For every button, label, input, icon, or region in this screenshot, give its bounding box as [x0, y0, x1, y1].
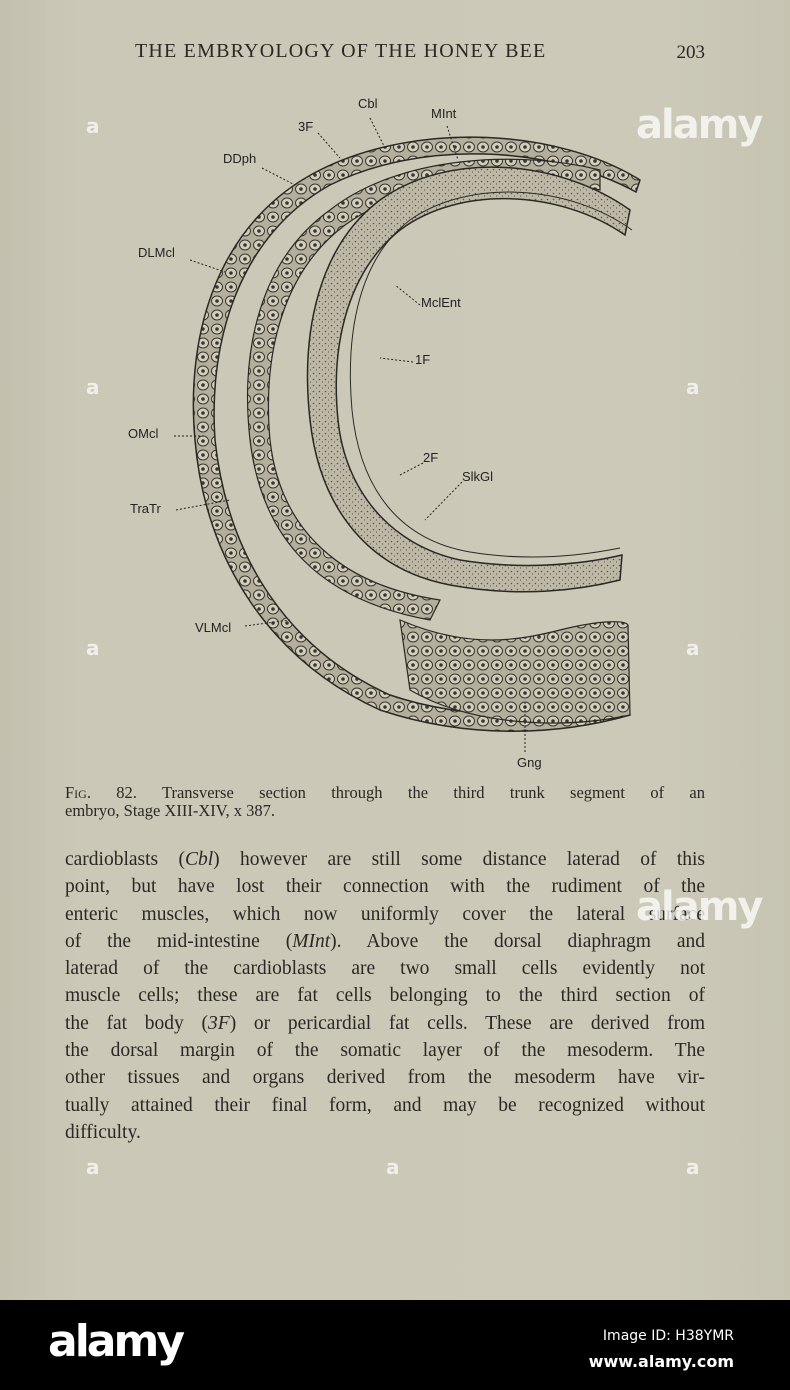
watermark-logo: alamy	[636, 884, 762, 930]
watermark-mark: a	[86, 375, 100, 399]
text-line: tually attained their final form, and may be recognized without	[65, 1094, 705, 1116]
text-line: laterad of the cardioblasts are two small cells evidently not	[65, 958, 705, 980]
image-id: Image ID: H38YMR	[602, 1328, 734, 1344]
figure-number: Fig. 82.	[65, 783, 137, 802]
label-slkgl: SlkGl	[462, 469, 494, 484]
text-line	[65, 928, 705, 955]
watermark-mark: a	[86, 1155, 100, 1179]
page-number: 203	[676, 42, 705, 63]
italic-term: 3F	[208, 1012, 230, 1034]
stock-footer-bar	[0, 1300, 790, 1390]
watermark-mark: a	[86, 636, 100, 660]
figure-caption	[65, 784, 705, 820]
text-line	[65, 1010, 705, 1037]
label-2f: 2F	[423, 450, 439, 465]
watermark-logo: alamy	[636, 102, 762, 148]
text-line: the dorsal margin of the somatic layer of the mesoderm. The	[65, 1040, 705, 1062]
caption-line: embryo, Stage XIII-XIV, x 387.	[65, 801, 276, 820]
text-line	[65, 846, 705, 873]
label-omcl: OMcl	[128, 426, 159, 441]
text-line: difficulty.	[65, 1121, 141, 1143]
label-ddph: DDph	[223, 151, 257, 166]
label-mclent: MclEnt	[421, 295, 461, 310]
label-gng: Gng	[517, 755, 542, 770]
label-cbl: Cbl	[358, 96, 378, 111]
text-span: ) however are still some distance laterad of this	[213, 849, 705, 870]
watermark-mark: a	[386, 1155, 400, 1179]
label-mint: MInt	[431, 106, 457, 121]
italic-term: MInt	[292, 930, 331, 952]
text-span: ). Above the dorsal diaphragm and	[330, 930, 705, 952]
text-span: the fat body (	[65, 1012, 209, 1034]
label-3f: 3F	[298, 119, 314, 134]
text-line: point, but have lost their connection with the rudiment of the	[65, 876, 705, 898]
label-1f: 1F	[415, 352, 431, 367]
text-line: muscle cells; these are fat cells belonging to the third section of	[65, 985, 705, 1007]
label-dlmcl: DLMcl	[138, 245, 175, 260]
caption-line: Transverse section through the third trunk segment of an	[161, 783, 706, 802]
label-vlmcl: VLMcl	[195, 620, 232, 635]
italic-term: Cbl	[184, 849, 214, 870]
watermark-mark: a	[686, 636, 700, 660]
text-span: cardioblasts (	[65, 849, 185, 870]
watermark-mark: a	[686, 375, 700, 399]
text-span: of the mid-intestine (	[65, 930, 293, 952]
running-title: THE EMBRYOLOGY OF THE HONEY BEE	[135, 40, 547, 62]
site-url[interactable]: www.alamy.com	[588, 1352, 734, 1371]
watermark-mark: a	[86, 114, 100, 138]
text-span: ) or pericardial fat cells. These are derived from	[229, 1012, 705, 1034]
text-line: other tissues and organs derived from the mesoderm have vir-	[65, 1067, 705, 1089]
watermark-mark: a	[686, 1155, 700, 1179]
label-tratr: TraTr	[130, 501, 161, 516]
text-line: enteric muscles, which now uniformly cover the lateral surface	[65, 903, 705, 925]
body-text	[65, 846, 705, 1146]
alamy-logo: alamy	[48, 1316, 182, 1367]
